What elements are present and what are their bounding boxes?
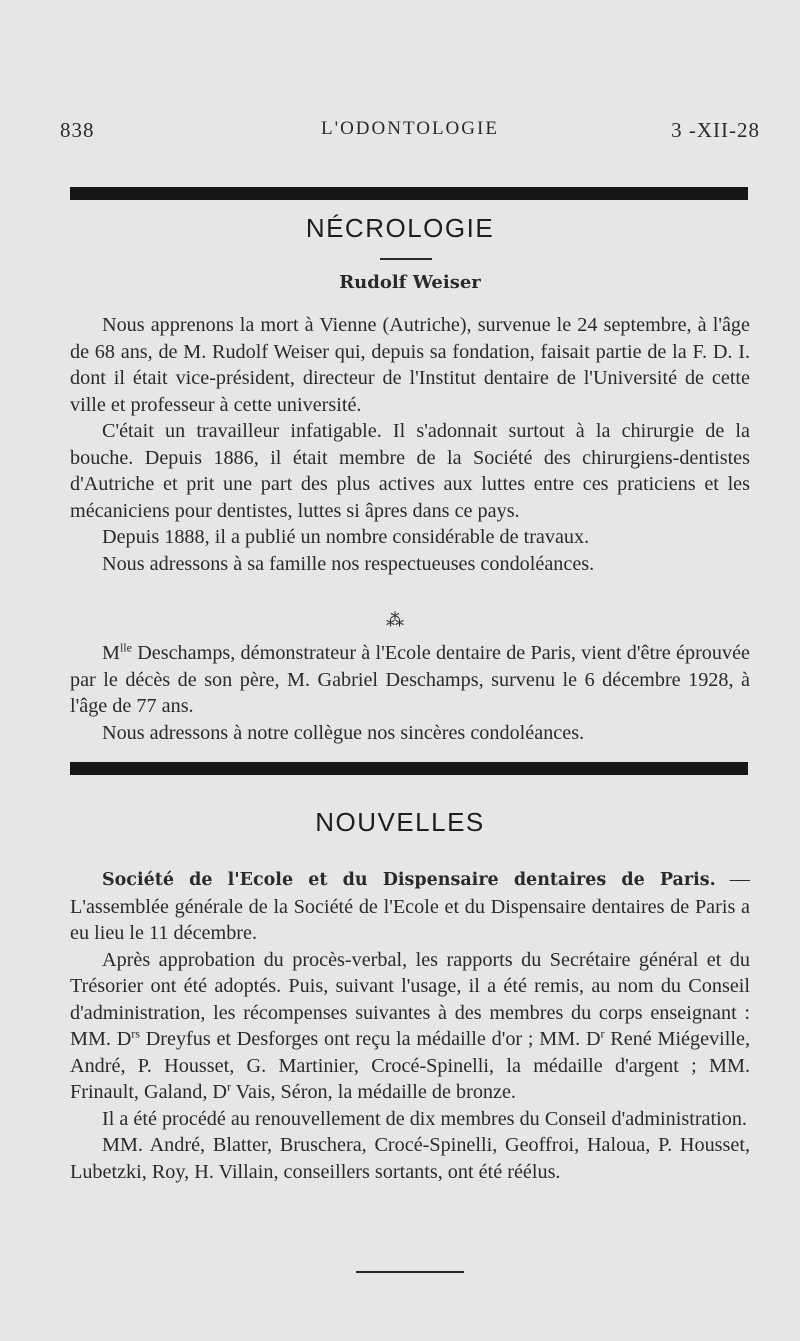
news-paragraph: MM. André, Blatter, Bruschera, Crocé-Spinelli, Geoffroi, Haloua, P. Housset, Lubetzki, Roy, H. Villain, conseillers sortants, ont été réélus.: [70, 1134, 750, 1183]
title-underline: [380, 258, 432, 260]
section-rule-top: [70, 187, 748, 200]
news-text: [70, 866, 750, 1185]
news-heading: Société de l'Ecole et du Dispensaire dentaires de Paris.: [102, 870, 716, 890]
nouvelles-title: NOUVELLES: [315, 807, 485, 837]
news-paragraph: Société de l'Ecole et du Dispensaire dentaires de Paris. — L'assemblée générale de la Société de l'Ecole et du Dispensaire dentaires de Paris a eu lieu le 11 décembre.: [70, 868, 750, 944]
second-notice: [70, 640, 750, 746]
notice-paragraph: $M^{lle}$ Deschamps, démonstrateur à l'Ecole dentaire de Paris, vient d'être éprouvée par le décès de son père, M. Gabriel Deschamps, survenu le 6 décembre 1928, à l'âge de 77 ans.: [70, 640, 750, 717]
notice-closing: Nous adressons à notre collègue nos sincères condoléances.: [102, 721, 585, 744]
issue-date: 3 -XII-28: [671, 118, 760, 142]
obituary-paragraph: C'était un travailleur infatigable. Il s'adonnait surtout à la chirurgie de la bouche. Depuis 1886, il était membre de la Société des chirurgiens-dentistes d'Autriche et prit une part des plus actives aux luttes entre ces praticiens et les mécaniciens pour dentistes, luttes si âpres dans ce pays.: [70, 420, 750, 522]
asterism-separator: ⁂: [386, 610, 404, 630]
end-rule: [356, 1271, 464, 1273]
obituary-paragraph: Nous apprenons la mort à Vienne (Autriche), survenue le 24 septembre, à l'âge de 68 ans, de M. Rudolf Weiser qui, depuis sa fondation, faisait partie de la F. D. I. dont il était vice-président, directeur de l'Institut dentaire de l'Université de cette ville et professeur à cette université.: [70, 314, 750, 416]
running-head: [60, 118, 760, 148]
section-rule-middle: [70, 762, 748, 775]
news-paragraph: Après approbation du procès-verbal, les rapports du Secrétaire général et du Trésorier ont été adoptés. Puis, suivant l'usage, il a été remis, au nom du Conseil d'administration, les récompenses suivantes à des membres du corps enseignant : MM. $D^{rs}$ Dreyfus et Desforges ont reçu la médaille d'or ; MM. $D^r$ René Miégeville, André, P. Housset, G. Martinier, Crocé-Spinelli, la médaille d'argent ; MM. Frinault, Galand, $D^r$ Vais, Séron, la médaille de bronze.: [70, 948, 751, 1103]
obituary-paragraph: Nous adressons à sa famille nos respectueuses condoléances.: [102, 552, 595, 575]
obituary-paragraph: Depuis 1888, il a publié un nombre considérable de travaux.: [102, 526, 590, 548]
news-paragraph: Il a été procédé au renouvellement de dix membres du Conseil d'administration.: [102, 1107, 747, 1130]
journal-title: L'ODONTOLOGIE: [321, 118, 499, 139]
obituary-text: [70, 312, 750, 577]
necrologie-title: NÉCROLOGIE: [305, 213, 495, 243]
obituary-name: Rudolf Weiser: [339, 272, 481, 293]
page-number: 838: [60, 118, 95, 142]
